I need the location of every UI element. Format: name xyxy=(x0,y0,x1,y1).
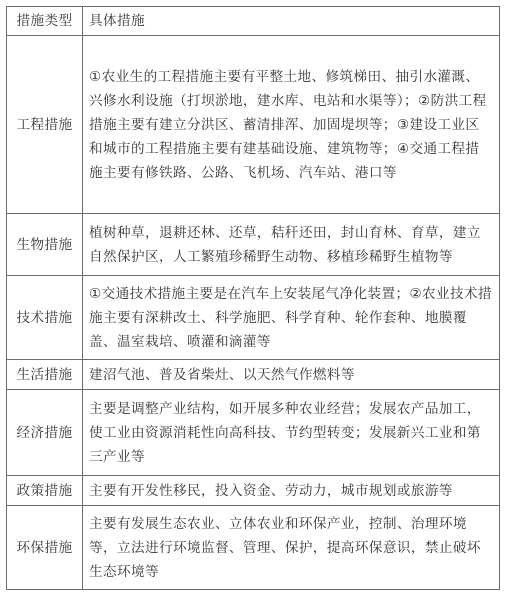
row-type-cell: 环保措施 xyxy=(7,506,83,590)
row-type-cell: 技术措施 xyxy=(7,276,83,360)
row-content-cell: 建沼气池、普及省柴灶、以天然气作燃料等 xyxy=(83,360,500,390)
table-row xyxy=(7,360,500,390)
table-row xyxy=(7,390,500,476)
table-row xyxy=(7,506,500,590)
row-type-cell: 工程措施 xyxy=(7,36,83,214)
row-content-cell: 主要有发展生态农业、立体农业和环保产业，控制、治理环境等，立法进行环境监督、管理、保护，提高环保意识，禁止破坏生态环境等 xyxy=(83,506,500,590)
row-content-cell: 植树种草，退耕还林、还草，秸秆还田，封山育林、育草，建立自然保护区，人工繁殖珍稀野生动物、移植珍稀野生植物等 xyxy=(83,214,500,276)
row-type-cell: 政策措施 xyxy=(7,476,83,506)
row-content-cell: ①农业生的工程措施主要有平整土地、修筑梯田、抽引水灌溉、兴修水利设施（打坝淤地，建水库、电站和水渠等）；②防洪工程措施主要有建立分洪区、蓄清排浑、加固堤坝等；③建设工业区和城市的工程措施主要有建基础设施、建筑物等；④交通工程措施主要有修铁路、公路、飞机场、汽车站、港口等 xyxy=(83,36,500,214)
row-content-cell: 主要有开发性移民，投入资金、劳动力，城市规划或旅游等 xyxy=(83,476,500,506)
table-row xyxy=(7,36,500,214)
row-type-cell: 经济措施 xyxy=(7,390,83,476)
table-header-row xyxy=(7,7,500,36)
measures-table-container xyxy=(6,6,499,590)
row-content-cell: ①交通技术措施主要是在汽车上安装尾气净化装置；②农业技术措施主要有深耕改土、科学施肥、科学育种、轮作套种、地膜覆盖、温室栽培、喷灌和滴灌等 xyxy=(83,276,500,360)
row-content-cell: 主要是调整产业结构，如开展多种农业经营；发展农产品加工，使工业由资源消耗性向高科技、节约型转变；发展新兴工业和第三产业等 xyxy=(83,390,500,476)
measures-table xyxy=(6,6,500,590)
table-row xyxy=(7,214,500,276)
row-type-cell: 生物措施 xyxy=(7,214,83,276)
header-specific-measures: 具体措施 xyxy=(83,7,500,36)
header-measure-type: 措施类型 xyxy=(7,7,83,36)
row-type-cell: 生活措施 xyxy=(7,360,83,390)
table-row xyxy=(7,476,500,506)
table-row xyxy=(7,276,500,360)
